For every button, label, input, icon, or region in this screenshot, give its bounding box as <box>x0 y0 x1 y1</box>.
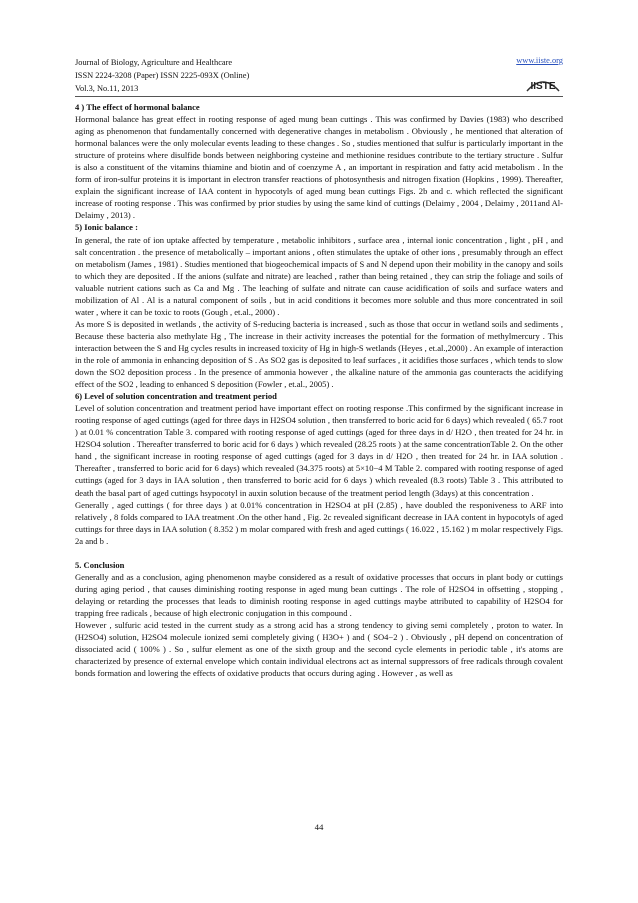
running-header <box>75 56 249 95</box>
paragraph: Generally and as a conclusion, aging phenomenon maybe considered as a result of oxidative processes that occurs in plant body or cuttings during aging period , that causes diminishing rooting response in aged mung bean cuttings . The role of H2SO4 in offsetting , stopping , delaying or retarding the processes that leads to diminish rooting response in aged cuttings maybe attributed to capability of H2SO4 for trapping free radicals , because of high electronic conjugation in this compound . <box>75 571 563 618</box>
journal-name: Journal of Biology, Agriculture and Healthcare <box>75 58 233 67</box>
section-heading-conclusion: 5. Conclusion <box>75 559 125 570</box>
journal-url-link[interactable]: www.iiste.org <box>516 56 563 65</box>
issn-line: ISSN 2224-3208 (Paper) ISSN 2225-093X (Online) <box>75 71 250 80</box>
paragraph: However , sulfuric acid tested in the current study as a strong acid has a strong tendency to giving semi completely , proton to water. In (H2SO4) solution, H2SO4 molecule ionized semi completely giving ( H3O+ ) and ( SO4−2 ) . Obviously , pH depend on concentration of dissociated acid ( 100% ) . So , sulfur element as one of the sixth group and the second cycle elements in periodic table , it's atoms are characterized by presence of external envelope which contain individual electrons act as internal suppressors of free radicals through covalent bonds formation and lowering the effects of oxidative products that occurs during aging . However , as well as <box>75 619 563 679</box>
paragraph: In general, the rate of ion uptake affected by temperature , metabolic inhibitors , surface area , internal ionic concentration , light , pH , and salt concentration . the presence of metabolically – important anions , often stimulates the uptake of other ions , presumably through an effect on metabolism (James , 1981) . Studies mentioned that biogeochemical impacts of S and N depend upon their mobility in the canopy and soils to which they are deposited . If the anions (sulfate and nitrate) are leached , rather than being retained , they can strip the foliage and soils of valuable nutrient cations such as Ca and Mg . The leaching of sulfate and nitrate can cause acidification of soils and surface waters and mobilization of Al . Al is a natural component of soils , but in acid conditions it becomes more soluble and thus more concentrated in soil water , where it can be toxic to roots (Gough , et.al., 2000) . <box>75 234 563 317</box>
body-text <box>75 101 563 679</box>
logo-text: IISTE <box>530 81 556 92</box>
paragraph: Generally , aged cuttings ( for three days ) at 0.01% concentration in H2SO4 at pH (2.85) , have doubled the responiveness to ARF into relatively , 8 folds compared to IAA treatment .On the other hand , Fig. 2c revealed significant decrease in IAA content in hypocotyls of aged cuttings for three days in IAA solution ( 8.352 ) m molar compared with fresh and aged cuttings ( 16.022 , 15.162 ) m molar respectively Figs. 2a and b . <box>75 499 563 546</box>
paragraph: As more S is deposited in wetlands , the activity of S-reducing bacteria is increased , such as those that occur in wetland soils and sediments , Because these bacteria also methylate Hg , The increase in their activity increases the potential for the formation of methylmercury . This interaction between the S and Hg cycles results in increased toxicity of Hg in high-S wetlands (Heyes , et.al.,2000) . An example of interaction in the role of ammonia in enhancing deposition of S . As SO2 gas is deposited to leaf surfaces , it acidifies those surfaces , which tends to slow down the SO2 deposition process . In the presence of ammonia however , the alkaline nature of the ammonia gas counteracts the acidifying effect of the SO2 , leading to enhanced S deposition (Fowler , et.al., 2005) . <box>75 318 563 390</box>
section-heading-ionic-balance: 5) Ionic balance : <box>75 222 138 233</box>
volume-line: Vol.3, No.11, 2013 <box>75 84 139 93</box>
page-number: 44 <box>314 822 324 832</box>
section-heading-solution-concentration: 6) Level of solution concentration and treatment period <box>75 391 277 402</box>
paragraph: Level of solution concentration and treatment period have important effect on rooting response .This confirmed by the significant increase in rooting response of aged cuttings (aged for three days in H2SO4 solution , then transferred to boric acid for 6 days) which revealed ( 65.7 root ) at 0.01 % concentration Table 3. compared with rooting response of aged cuttings (aged for three days in d/ H2O , then treated for 24 hr. in H2SO4 solution . Thereafter transferred to boric acid for 6 days ) which revealed (28.25 roots ) at the same concentrationTable 2. On the other hand , the significant increase in rooting response of aged cuttings (aged for 3 days in d/ H2O , then treated for 24 hr. in IAA solution . Thereafter , transferred to boric acid for 6 days) which revealed (34.375 roots) at 5×10−4 M Table 2. compared with rooting response of aged cuttings (aged for 3 days in IAA solution , then transferred to boric acid for 6 days ) which revealed (8.3 roots) Table 3 . This attributed to death the basal part of aged cuttings hsypocotyl in auxin solution because of the treatment period length (3days) at this concentration . <box>75 403 563 498</box>
paragraph: Hormonal balance has great effect in rooting response of aged mung bean cuttings . This was confirmed by Davies (1983) who described aging as phenomenon that fundamentally concerned with degenerative changes in metabolism . Obviously , he mentioned that alteration of hormonal balances were the only molecular events leading to these changes . So , studies mentioned that sulfur is particularly important in the structure of proteins where disulfide bonds between neighboring cysteine and methionine residues contribute to the tertiary structure . Sulfur is also a constituent of the vitamins thiamine and biotin and of coenzyme A , an important in respiration and fatty acid metabolism . In the form of iron-sulfur proteins it is important in electron transfer reactions of photosynthesis and nitrogen fixation (Hopkins , 1999). Thereafter, explain the significant increase of IAA content in hypocotyls of aged mung bean cuttings Figs. 2b and c. which reflected the significant increase of rooting response . This was confirmed by prior studies by using the same kind of cuttings (Delaimy , 2004 , Delaimy , 2011and Al-Delaimy , 2013) . <box>75 114 563 221</box>
header-rule <box>75 96 563 97</box>
section-heading-hormonal-balance: 4 ) The effect of hormonal balance <box>75 102 200 112</box>
iiste-logo <box>523 71 563 95</box>
